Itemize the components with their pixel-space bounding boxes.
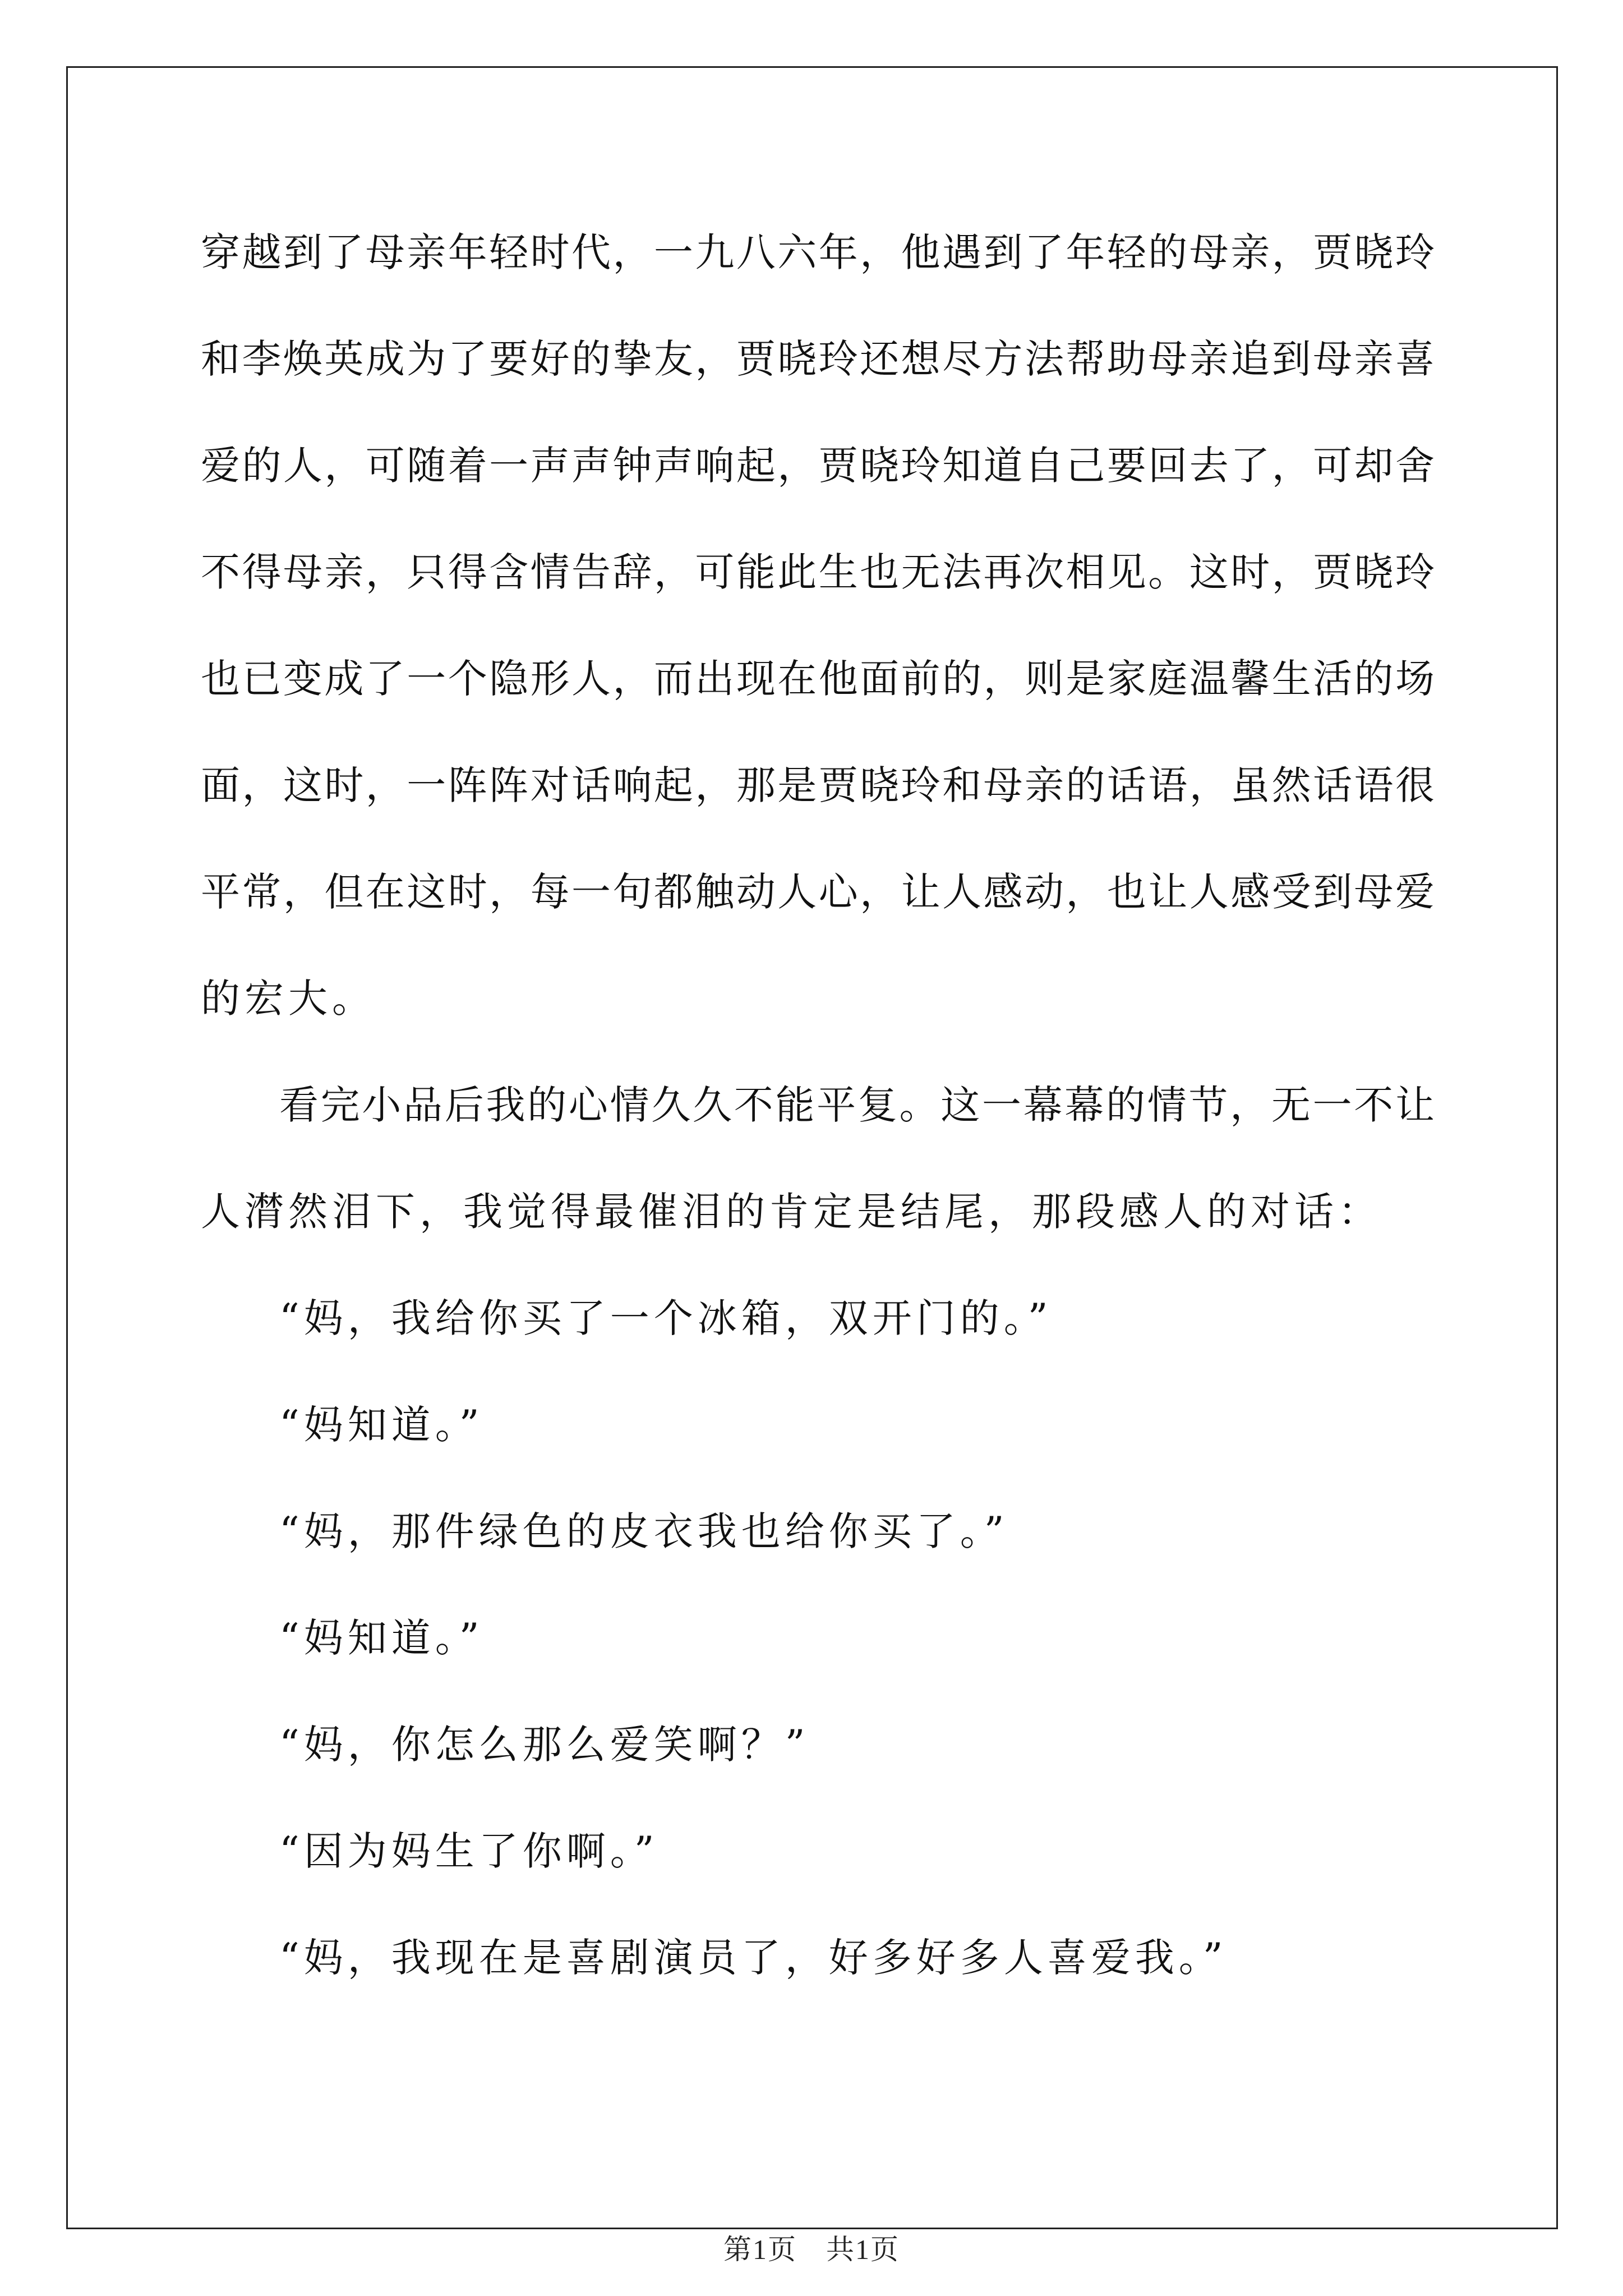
- text-line: 不得母亲，只得含情告辞，可能此生也无法再次相见。这时，贾晓玲: [201, 549, 1435, 595]
- dialogue-line: “妈，你怎么那么爱笑啊？”: [279, 1722, 810, 1768]
- text-line: 爱的人，可随着一声声钟声响起，贾晓玲知道自己要回去了，可却舍: [201, 443, 1435, 489]
- dialogue-line: “妈，那件绿色的皮衣我也给你买了。”: [279, 1508, 1009, 1554]
- text-line: 面，这时，一阵阵对话响起，那是贾晓玲和母亲的话语，虽然话语很: [201, 762, 1435, 808]
- text-line: 人潸然泪下，我觉得最催泪的肯定是结尾，那段感人的对话：: [201, 1189, 1382, 1235]
- text-line: 的宏大。: [201, 976, 376, 1022]
- text-line: 也已变成了一个隐形人，而出现在他面前的，则是家庭温馨生活的场: [201, 656, 1435, 702]
- page-border: [66, 66, 1558, 2229]
- text-line: 和李焕英成为了要好的挚友，贾晓玲还想尽方法帮助母亲追到母亲喜: [201, 336, 1435, 382]
- text-line: 平常，但在这时，每一句都触动人心，让人感动，也让人感受到母爱: [201, 869, 1435, 915]
- paragraph-first-line: 看完小品后我的心情久久不能平复。这一幕幕的情节，无一不让: [279, 1082, 1435, 1128]
- dialogue-line: “妈知道。”: [279, 1402, 484, 1448]
- dialogue-line: “妈知道。”: [279, 1615, 484, 1661]
- dialogue-line: “因为妈生了你啊。”: [279, 1828, 659, 1874]
- dialogue-line: “妈，我现在是喜剧演员了，好多好多人喜爱我。”: [279, 1935, 1228, 1981]
- text-line: 穿越到了母亲年轻时代，一九八六年，他遇到了年轻的母亲，贾晓玲: [201, 229, 1435, 275]
- page-number-footer: 第1页 共1页: [723, 2234, 900, 2265]
- dialogue-line: “妈，我给你买了一个冰箱，双开门的。”: [279, 1295, 1053, 1341]
